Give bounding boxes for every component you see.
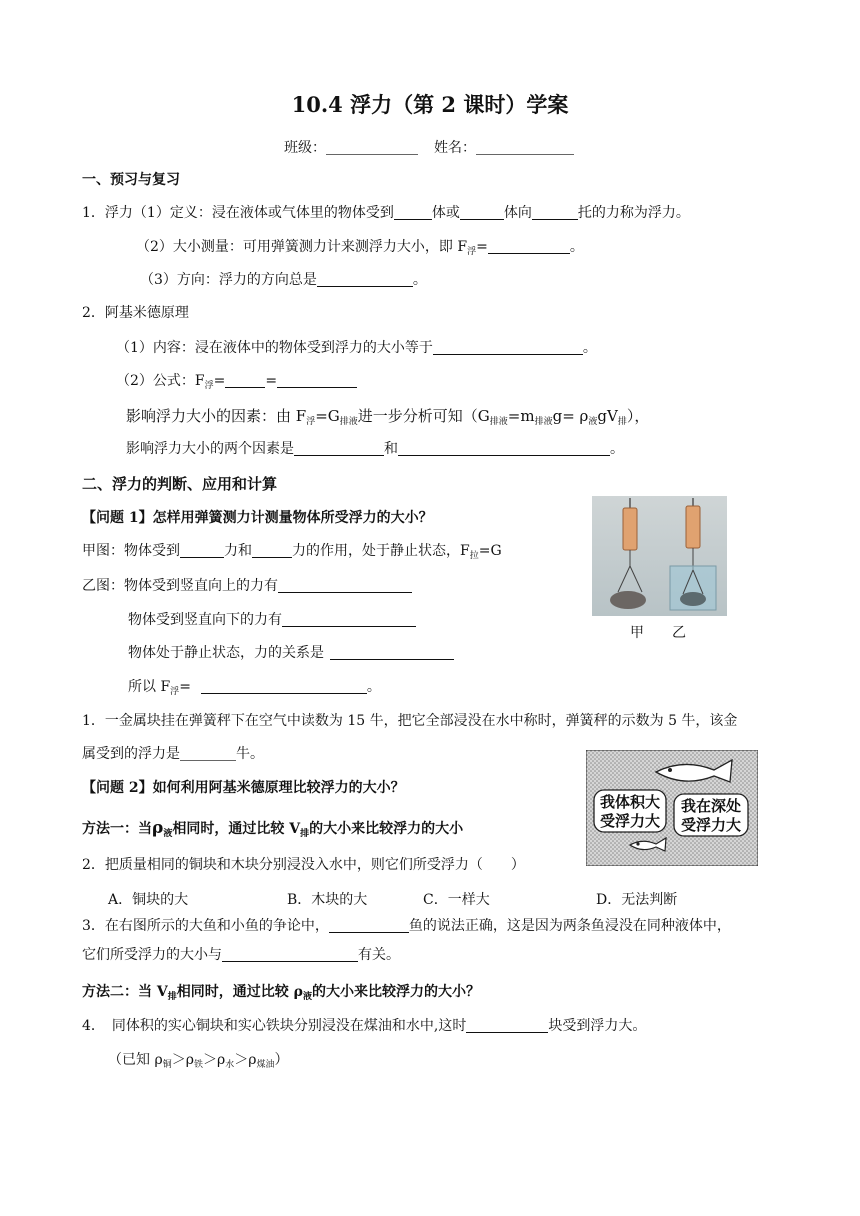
- yi-relation-line: 物体处于静止状态，力的关系是: [128, 645, 454, 662]
- option-a[interactable]: A．铜块的大: [108, 892, 189, 908]
- method-1: 方法一：当$\rho_液$相同时，通过比较 $V_排$的大小来比较浮力的大小: [82, 818, 464, 839]
- exercise-1-line-1: 1．一金属块挂在弹簧秤下在空气中读数为 15 牛，把它全部浸没在水中称时，弹簧秤的示数为 5 牛，该金: [82, 713, 738, 729]
- q1-direction: （3）方向：浮力的方向总是 。: [140, 272, 427, 288]
- photo-caption: 甲 乙: [630, 625, 686, 641]
- q2-heading: 2．阿基米德原理: [82, 305, 189, 321]
- spring-scale-photo: [592, 496, 727, 616]
- section-2-heading: 二、浮力的判断、应用和计算: [82, 475, 278, 493]
- jia-line: 甲图：物体受到 力和 力的作用，处于静止状态，$F_拉=G$: [82, 543, 502, 561]
- blank-3[interactable]: [532, 205, 578, 220]
- blank-14[interactable]: [282, 612, 416, 627]
- blank-4[interactable]: [488, 239, 570, 254]
- problem-2-title: 【问题 2】如何利用阿基米德原理比较浮力的大小？: [82, 780, 405, 796]
- q1-measure: （2）大小测量：可用弹簧测力计来测浮力大小，即 $F_浮=$ 。: [136, 239, 584, 257]
- big-fish-text-2: 受浮力大: [599, 812, 661, 830]
- yi-up-line: 乙图：物体受到竖直向上的力有: [82, 578, 412, 595]
- known-density: （已知 $\rho_铜>\rho_铁>\rho_水>\rho_{煤油}$）: [108, 1052, 289, 1070]
- blank-20[interactable]: [466, 1018, 548, 1033]
- small-fish-text-1: 我在深处: [680, 797, 742, 815]
- blank-2[interactable]: [460, 205, 504, 220]
- section-1-heading: 一、预习与复习: [82, 172, 180, 188]
- name-label: 姓名：: [434, 140, 476, 156]
- blank-18[interactable]: [329, 918, 409, 933]
- fish-debate-figure: [586, 750, 758, 866]
- blank-1[interactable]: [394, 205, 432, 220]
- problem-1-title: 【问题 1】怎样用弹簧测力计测量物体所受浮力的大小？: [82, 510, 433, 526]
- option-d[interactable]: D．无法判断: [596, 892, 678, 908]
- exercise-4: 4． 同体积的实心铜块和实心铁块分别浸没在煤油和水中,这时 块受到浮力大。: [82, 1018, 647, 1034]
- class-blank[interactable]: [326, 140, 418, 155]
- blank-12[interactable]: [252, 543, 292, 558]
- blank-10[interactable]: [398, 441, 610, 456]
- blank-15[interactable]: [330, 645, 454, 660]
- option-b[interactable]: B．木块的大: [287, 892, 368, 908]
- student-info: [284, 140, 574, 157]
- blank-8[interactable]: [277, 373, 357, 388]
- small-fish-text-2: 受浮力大: [680, 816, 742, 834]
- blank-9[interactable]: [294, 441, 384, 456]
- blank-11[interactable]: [180, 543, 224, 558]
- exercise-3-line-2: 它们所受浮力的大小与 有关。: [82, 947, 400, 963]
- name-blank[interactable]: [476, 140, 574, 155]
- yi-down-line: 物体受到竖直向下的力有: [128, 612, 416, 629]
- exercise-3-line-1: 3．在右图所示的大鱼和小鱼的争论中， 鱼的说法正确，这是因为两条鱼浸没在同种液体中，: [82, 918, 731, 934]
- blank-13[interactable]: [278, 578, 412, 593]
- two-factors: 影响浮力大小的两个因素是 和 。: [126, 441, 624, 457]
- option-c[interactable]: C．一样大: [423, 892, 490, 908]
- blank-17[interactable]: [180, 746, 236, 761]
- blank-6[interactable]: [433, 340, 583, 355]
- blank-16[interactable]: [201, 679, 367, 694]
- big-fish-text-1: 我体积大: [599, 793, 661, 811]
- q2-content: （1）内容：浸在液体中的物体受到浮力的大小等于 。: [116, 340, 597, 356]
- q2-formula: （2）公式：$F_浮=$ =: [116, 373, 357, 392]
- q1-definition: 1．浮力（1）定义：浸在液体或气体里的物体受到 体或 体向 托的力称为浮力。: [82, 205, 690, 221]
- exercise-2: 2．把质量相同的铜块和木块分别浸没入水中，则它们所受浮力（ ）: [82, 857, 525, 873]
- factor-line: 影响浮力大小的因素：由 $F_浮=G_{排液}$进一步分析可知$(G_{排液}=m_{排液}g= \rho_液gV_排)$，: [126, 407, 650, 427]
- blank-19[interactable]: [222, 947, 358, 962]
- exercise-1-line-2: 属受到的浮力是 牛。: [82, 746, 264, 762]
- blank-7[interactable]: [225, 373, 265, 388]
- blank-5[interactable]: [317, 272, 413, 287]
- page-title: 10.4 浮力（第 2 课时）学案: [291, 92, 569, 117]
- class-label: 班级：: [284, 140, 326, 156]
- yi-result-line: 所以 $F_浮=$ 。: [128, 679, 381, 697]
- method-2: 方法二：当 $V_排$相同时，通过比较 $\rho_液$的大小来比较浮力的大小？: [82, 984, 480, 1002]
